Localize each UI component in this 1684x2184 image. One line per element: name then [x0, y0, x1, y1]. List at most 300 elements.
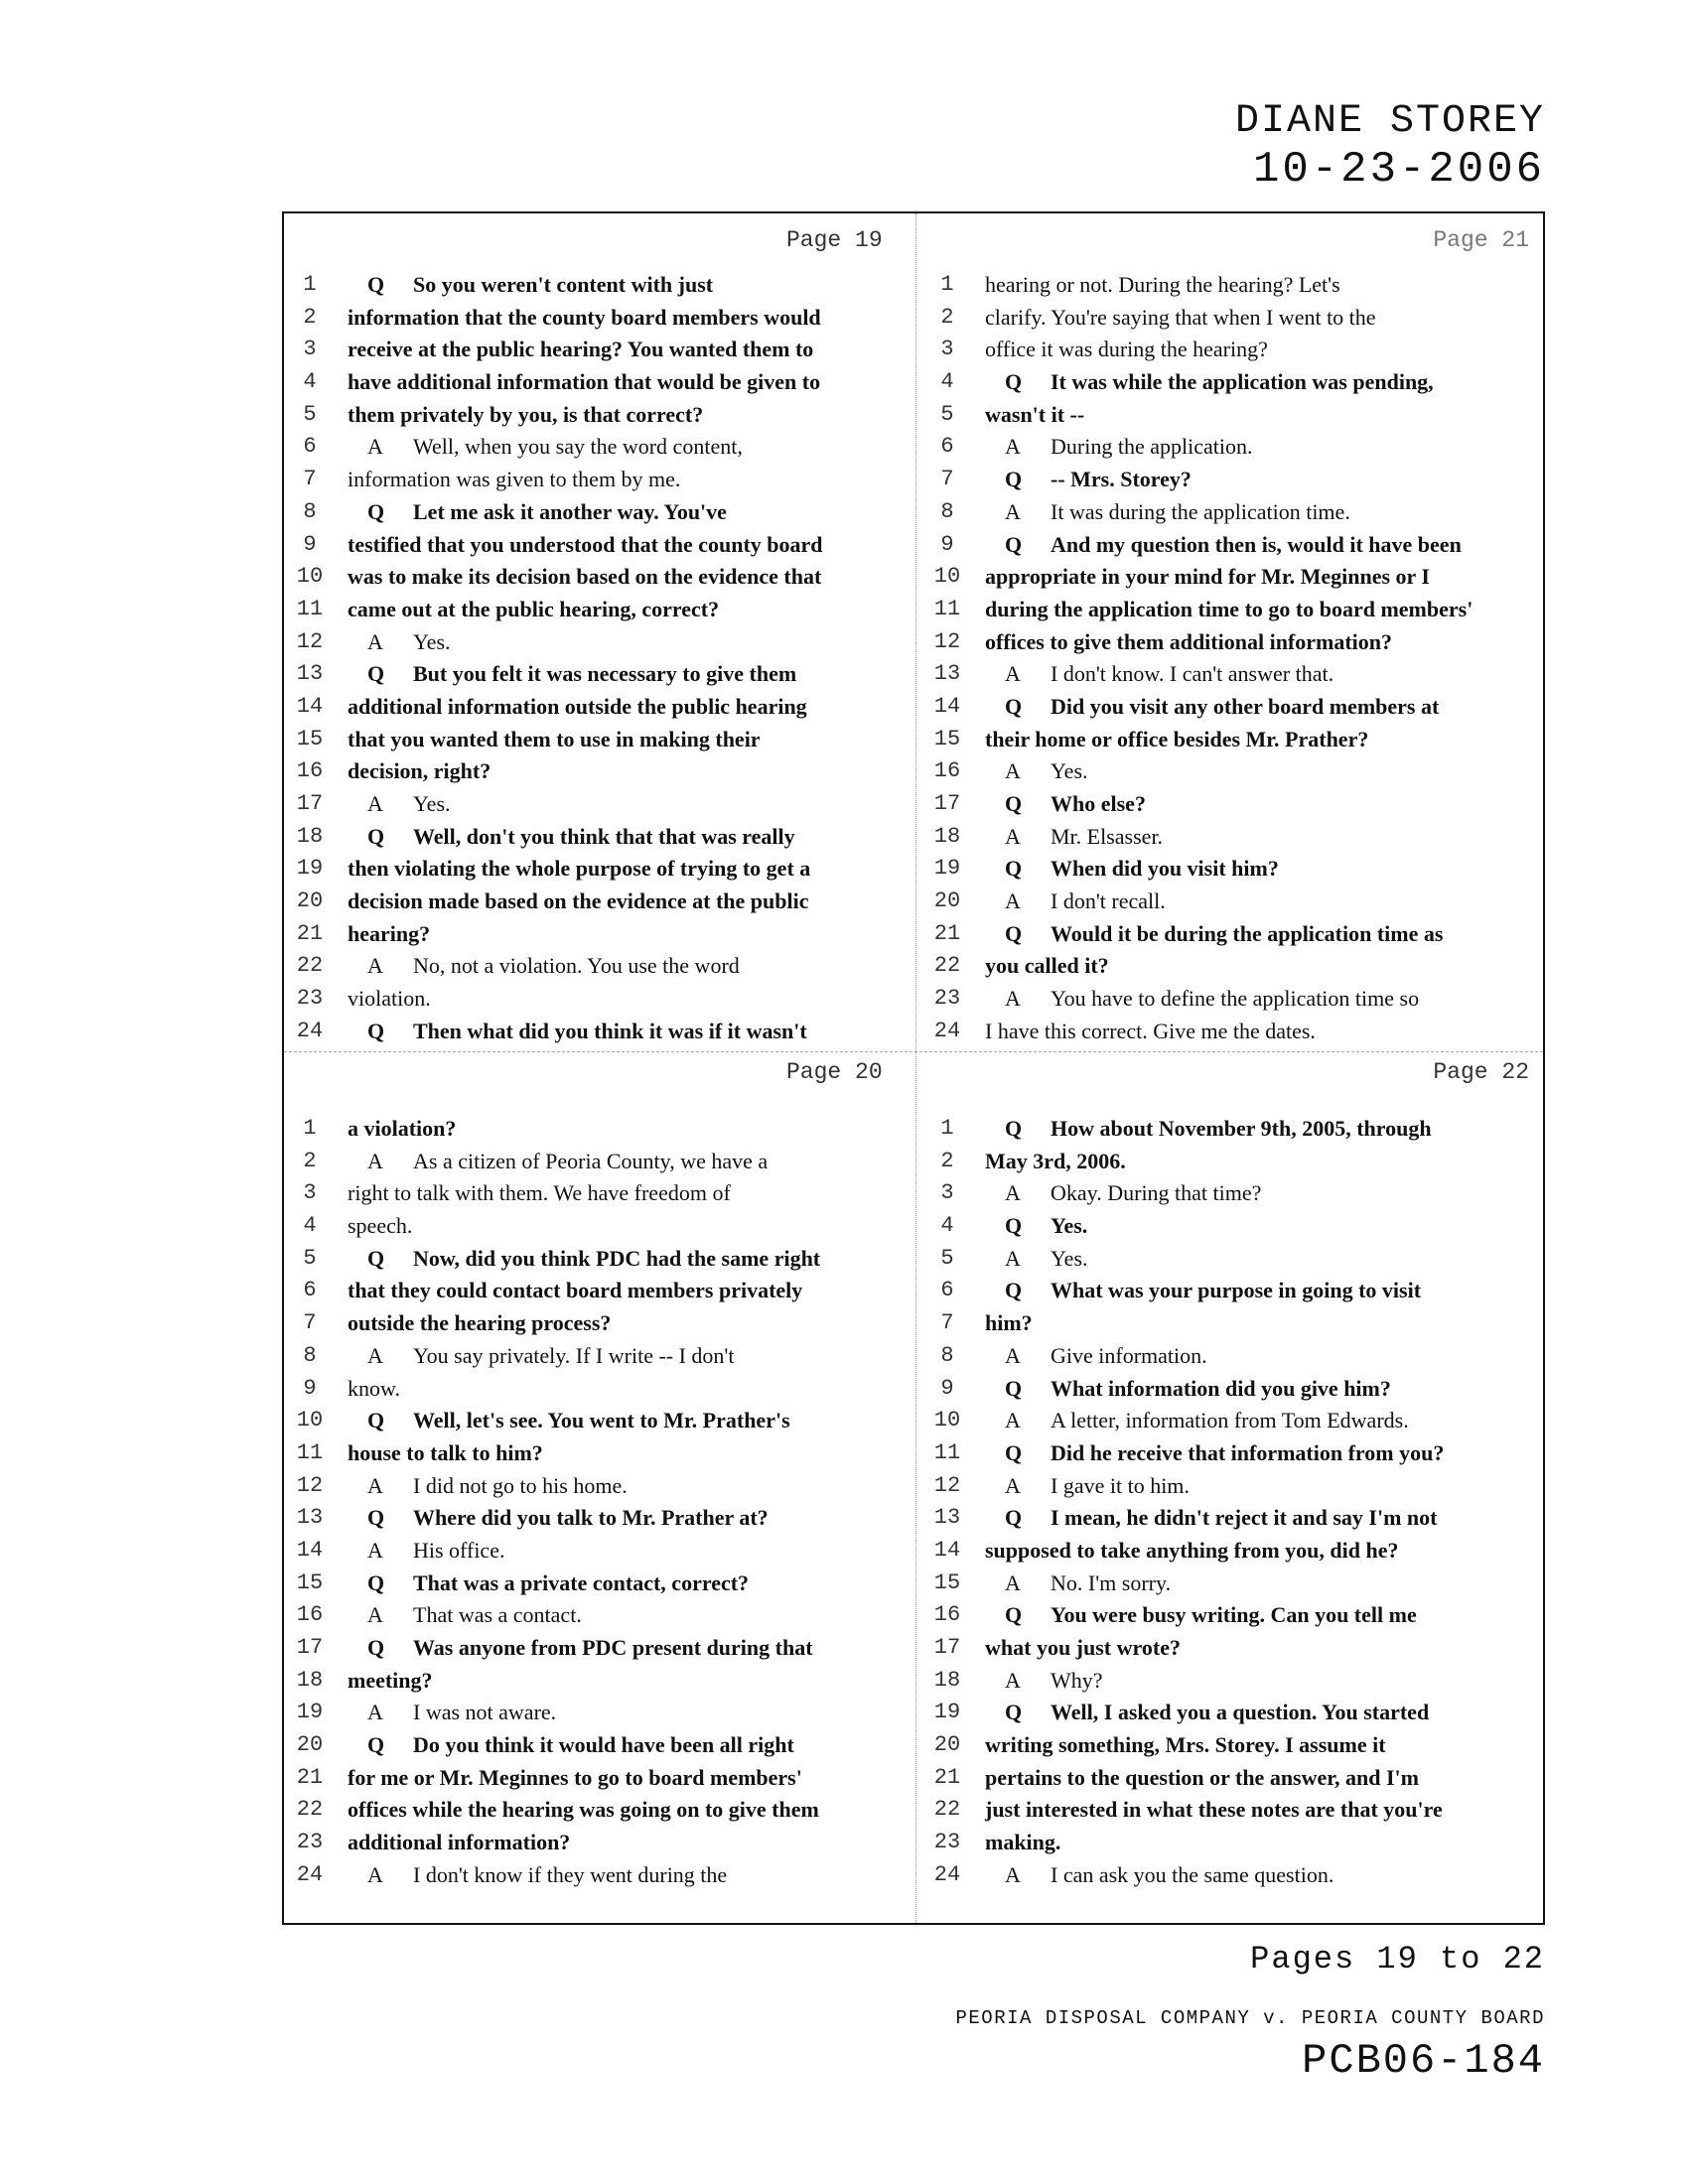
question-marker: Q — [367, 661, 385, 687]
line-content: It was during the application time. — [1051, 498, 1350, 524]
transcript-line — [929, 1340, 1539, 1373]
answer-marker: A — [367, 1148, 383, 1173]
line-content: Now, did you think PDC had the same right — [413, 1245, 821, 1271]
line-text — [348, 821, 795, 854]
transcript-line — [929, 691, 1539, 724]
line-number: 16 — [933, 758, 961, 784]
transcript-line — [929, 302, 1539, 335]
line-text — [348, 1697, 556, 1729]
line-number: 22 — [296, 1797, 324, 1823]
question-marker: Q — [1005, 1278, 1023, 1303]
line-number: 3 — [303, 1180, 317, 1206]
line-text — [348, 594, 719, 626]
line-number: 6 — [940, 434, 954, 460]
line-text — [348, 431, 743, 464]
transcript-line — [292, 1502, 908, 1535]
line-content: Well, let's see. You went to Mr. Prather's — [413, 1408, 790, 1433]
line-text — [348, 529, 823, 562]
transcript-line — [929, 1437, 1539, 1470]
line-content: their home or office besides Mr. Prather? — [985, 726, 1369, 751]
line-content: His office. — [413, 1537, 505, 1563]
line-number: 15 — [296, 1570, 324, 1595]
answer-marker: A — [367, 1342, 383, 1368]
line-content: Let me ask it another way. You've — [413, 498, 727, 524]
line-text — [348, 691, 807, 724]
line-text — [985, 1827, 1060, 1859]
transcript-line — [292, 1568, 908, 1600]
transcript-line — [929, 529, 1539, 562]
line-content: what you just wrote? — [985, 1635, 1181, 1660]
line-content: I gave it to him. — [1051, 1472, 1190, 1498]
line-content: I have this correct. Give me the dates. — [985, 1018, 1316, 1043]
line-content: What information did you give him? — [1051, 1375, 1391, 1401]
transcript-line — [929, 755, 1539, 788]
question-marker: Q — [367, 1408, 385, 1433]
line-content: outside the hearing process? — [348, 1310, 612, 1336]
line-number: 7 — [940, 1310, 954, 1336]
line-text — [348, 1535, 504, 1568]
line-text — [985, 918, 1443, 951]
answer-marker: A — [1005, 888, 1021, 914]
transcript-line — [929, 496, 1539, 529]
line-text — [985, 950, 1109, 983]
transcript-page-20 — [292, 1113, 908, 1892]
line-content: additional information outside the public hearing — [348, 693, 807, 719]
transcript-line — [292, 755, 908, 788]
line-content: Was anyone from PDC present during that — [413, 1635, 813, 1660]
line-text — [985, 399, 1084, 432]
line-text — [348, 853, 810, 886]
line-number: 3 — [940, 337, 954, 362]
line-content: As a citizen of Peoria County, we have a — [413, 1148, 769, 1173]
question-marker: Q — [1005, 791, 1023, 816]
line-number: 2 — [303, 1148, 317, 1173]
transcript-line — [292, 1243, 908, 1276]
transcript-line — [929, 594, 1539, 626]
line-text — [348, 1373, 400, 1406]
line-text — [985, 431, 1252, 464]
line-content: Did he receive that information from you? — [1051, 1439, 1445, 1465]
line-number: 12 — [296, 628, 324, 654]
case-title: PEORIA DISPOSAL COMPANY v. PEORIA COUNTY BOARD — [955, 2007, 1545, 2029]
line-text — [348, 366, 820, 399]
line-text — [985, 1535, 1398, 1568]
transcript-line — [929, 626, 1539, 659]
transcript-line — [929, 918, 1539, 951]
line-number: 9 — [303, 531, 317, 557]
line-content: Yes. — [1051, 1245, 1088, 1271]
line-text — [348, 1632, 813, 1665]
line-number: 10 — [296, 1408, 324, 1433]
line-text — [348, 302, 821, 335]
transcript-line — [929, 399, 1539, 432]
answer-marker: A — [1005, 986, 1021, 1012]
transcript-line — [292, 1762, 908, 1795]
line-text — [348, 1307, 611, 1340]
transcript-line — [929, 1827, 1539, 1859]
line-content: know. — [348, 1375, 400, 1401]
line-content: That was a private contact, correct? — [413, 1570, 750, 1595]
line-text — [348, 626, 451, 659]
line-number: 21 — [296, 920, 324, 946]
line-text — [348, 1243, 820, 1276]
line-number: 6 — [303, 434, 317, 460]
line-number: 1 — [303, 272, 317, 297]
line-text — [985, 561, 1430, 594]
transcript-line — [292, 1405, 908, 1437]
answer-marker: A — [367, 1602, 383, 1628]
transcript-line — [929, 1210, 1539, 1243]
line-text — [985, 1016, 1316, 1048]
line-text — [348, 1210, 412, 1243]
line-text — [985, 269, 1340, 302]
line-number: 22 — [296, 953, 324, 979]
answer-marker: A — [367, 1537, 383, 1563]
question-marker: Q — [1005, 693, 1023, 719]
line-text — [348, 496, 727, 529]
answer-marker: A — [367, 791, 383, 816]
line-number: 1 — [940, 1116, 954, 1141]
transcript-line — [929, 724, 1539, 756]
line-content: It was while the application was pending, — [1051, 369, 1434, 395]
line-number: 7 — [303, 467, 317, 492]
line-number: 20 — [296, 888, 324, 914]
line-text — [348, 1340, 735, 1373]
transcript-line — [292, 853, 908, 886]
transcript-line — [929, 561, 1539, 594]
line-text — [985, 1762, 1419, 1795]
transcript-line — [292, 366, 908, 399]
line-text — [348, 950, 740, 983]
line-number: 3 — [940, 1180, 954, 1206]
line-text — [985, 724, 1368, 756]
line-content: a violation? — [348, 1116, 457, 1141]
line-content: wasn't it -- — [985, 401, 1085, 427]
line-content: them privately by you, is that correct? — [348, 401, 704, 427]
line-content: A letter, information from Tom Edwards. — [1051, 1408, 1409, 1433]
line-number: 6 — [940, 1278, 954, 1303]
line-content: him? — [985, 1310, 1033, 1336]
line-number: 13 — [296, 1505, 324, 1531]
line-content: right to talk with them. We have freedom of — [348, 1180, 731, 1206]
line-number: 1 — [940, 272, 954, 297]
answer-marker: A — [367, 1861, 383, 1887]
line-content: Where did you talk to Mr. Prather at? — [413, 1505, 769, 1531]
transcript-line — [929, 1568, 1539, 1600]
line-number: 14 — [933, 1537, 961, 1563]
line-number: 24 — [296, 1018, 324, 1043]
line-text — [985, 755, 1088, 788]
line-number: 19 — [296, 856, 324, 882]
line-content: I was not aware. — [413, 1700, 557, 1725]
question-marker: Q — [1005, 920, 1023, 946]
line-content: Who else? — [1051, 791, 1146, 816]
line-text — [985, 1243, 1088, 1276]
line-text — [348, 561, 821, 594]
transcript-line — [929, 1470, 1539, 1503]
line-number: 23 — [296, 986, 324, 1012]
line-number: 9 — [940, 1375, 954, 1401]
transcript-line — [929, 269, 1539, 302]
line-content: testified that you understood that the county board — [348, 531, 823, 557]
line-content: offices to give them additional information? — [985, 628, 1393, 654]
transcript-line — [292, 334, 908, 366]
line-number: 8 — [940, 1342, 954, 1368]
transcript-line — [292, 1373, 908, 1406]
line-number: 5 — [940, 401, 954, 427]
question-marker: Q — [1005, 1116, 1023, 1141]
transcript-line — [292, 918, 908, 951]
line-text — [985, 821, 1163, 854]
line-content: You were busy writing. Can you tell me — [1051, 1602, 1417, 1628]
line-number: 24 — [296, 1861, 324, 1887]
line-text — [985, 658, 1333, 691]
transcript-line — [292, 1177, 908, 1210]
line-number: 2 — [303, 304, 317, 330]
line-number: 4 — [940, 1213, 954, 1239]
question-marker: Q — [367, 1245, 385, 1271]
line-content: have additional information that would be given to — [348, 369, 821, 395]
transcript-line — [929, 1113, 1539, 1146]
line-text — [985, 1146, 1126, 1178]
line-number: 2 — [940, 1148, 954, 1173]
line-number: 23 — [296, 1830, 324, 1855]
line-content: writing something, Mrs. Storey. I assume it — [985, 1732, 1386, 1758]
question-marker: Q — [1005, 531, 1023, 557]
line-text — [985, 1697, 1429, 1729]
transcript-line — [292, 1794, 908, 1827]
line-text — [985, 1665, 1103, 1698]
question-marker: Q — [367, 1570, 385, 1595]
transcript-line — [929, 1697, 1539, 1729]
line-content: Okay. During that time? — [1051, 1180, 1262, 1206]
line-content: Yes. — [1051, 758, 1088, 784]
line-text — [985, 788, 1146, 821]
question-marker: Q — [1005, 1375, 1023, 1401]
line-number: 12 — [933, 1472, 961, 1498]
line-content: I don't know if they went during the — [413, 1861, 728, 1887]
line-content: And my question then is, would it have been — [1051, 531, 1462, 557]
line-number: 20 — [933, 1732, 961, 1758]
line-content: pertains to the question or the answer, and I'm — [985, 1764, 1419, 1790]
transcript-line — [292, 529, 908, 562]
page-label-19: Page 19 — [786, 227, 883, 253]
line-text — [985, 464, 1192, 496]
line-text — [348, 1146, 768, 1178]
transcript-line — [292, 1535, 908, 1568]
transcript-line — [929, 1146, 1539, 1178]
transcript-line — [292, 950, 908, 983]
line-number: 9 — [940, 531, 954, 557]
line-number: 21 — [933, 1764, 961, 1790]
question-marker: Q — [367, 1732, 385, 1758]
transcript-line — [929, 1599, 1539, 1632]
line-text — [985, 1113, 1432, 1146]
answer-marker: A — [1005, 1570, 1021, 1595]
question-marker: Q — [367, 1635, 385, 1660]
answer-marker: A — [1005, 434, 1021, 460]
line-text — [985, 1470, 1190, 1503]
line-number: 6 — [303, 1278, 317, 1303]
line-number: 18 — [933, 823, 961, 849]
line-content: You have to define the application time so — [1051, 986, 1420, 1012]
answer-marker: A — [1005, 1861, 1021, 1887]
line-text — [985, 1502, 1438, 1535]
line-content: No. I'm sorry. — [1051, 1570, 1172, 1595]
line-number: 16 — [296, 1602, 324, 1628]
question-marker: Q — [1005, 1439, 1023, 1465]
line-number: 14 — [933, 693, 961, 719]
line-text — [348, 1859, 727, 1892]
line-number: 10 — [296, 564, 324, 590]
transcript-line — [292, 561, 908, 594]
line-number: 7 — [303, 1310, 317, 1336]
transcript-line — [929, 1177, 1539, 1210]
answer-marker: A — [1005, 1245, 1021, 1271]
deponent-name: DIANE STOREY — [1234, 99, 1545, 144]
transcript-page-21 — [929, 269, 1539, 1048]
line-number: 8 — [303, 498, 317, 524]
line-content: speech. — [348, 1213, 413, 1239]
transcript-line — [929, 658, 1539, 691]
transcript-line — [292, 302, 908, 335]
line-text — [348, 1437, 543, 1470]
transcript-line — [292, 1697, 908, 1729]
line-text — [348, 269, 713, 302]
transcript-line — [929, 983, 1539, 1016]
line-content: Give information. — [1051, 1342, 1207, 1368]
line-text — [348, 1794, 819, 1827]
answer-marker: A — [1005, 1667, 1021, 1693]
question-marker: Q — [367, 1018, 385, 1043]
answer-marker: A — [1005, 1472, 1021, 1498]
line-number: 11 — [296, 596, 324, 621]
line-number: 1 — [303, 1116, 317, 1141]
line-number: 20 — [933, 888, 961, 914]
column-divider — [915, 213, 916, 1923]
line-text — [985, 1729, 1386, 1762]
line-number: 18 — [296, 1667, 324, 1693]
question-marker: Q — [1005, 1700, 1023, 1725]
line-text — [348, 658, 796, 691]
line-content: was to make its decision based on the evidence that — [348, 564, 822, 590]
transcript-line — [292, 496, 908, 529]
transcript-line — [292, 1146, 908, 1178]
line-number: 17 — [933, 1635, 961, 1660]
line-number: 5 — [303, 401, 317, 427]
line-text — [985, 1177, 1261, 1210]
transcript-line — [292, 626, 908, 659]
line-content: that you wanted them to use in making their — [348, 726, 761, 751]
question-marker: Q — [1005, 467, 1023, 492]
transcript-line — [292, 1632, 908, 1665]
transcript-line — [292, 1340, 908, 1373]
page-label-22: Page 22 — [1433, 1059, 1529, 1085]
transcript-line — [929, 1373, 1539, 1406]
line-number: 13 — [296, 661, 324, 687]
line-content: I don't recall. — [1051, 888, 1166, 914]
transcript-line — [292, 431, 908, 464]
line-number: 11 — [933, 596, 961, 621]
answer-marker: A — [367, 1472, 383, 1498]
transcript-line — [292, 788, 908, 821]
transcript-line — [292, 691, 908, 724]
line-content: When did you visit him? — [1051, 856, 1279, 882]
line-number: 4 — [303, 369, 317, 395]
line-text — [348, 1113, 456, 1146]
transcript-page-19 — [292, 269, 908, 1048]
line-content: Why? — [1051, 1667, 1103, 1693]
transcript-line — [929, 886, 1539, 918]
transcript-line — [929, 1016, 1539, 1048]
line-content: Do you think it would have been all right — [413, 1732, 794, 1758]
transcript-line — [929, 1762, 1539, 1795]
question-marker: Q — [1005, 1602, 1023, 1628]
line-text — [985, 1437, 1444, 1470]
transcript-line — [929, 334, 1539, 366]
transcript-line — [292, 821, 908, 854]
line-text — [985, 1307, 1033, 1340]
line-text — [348, 918, 430, 951]
transcript-line — [929, 1859, 1539, 1892]
transcript-line — [292, 1827, 908, 1859]
question-marker: Q — [1005, 856, 1023, 882]
transcript-line — [929, 1405, 1539, 1437]
question-marker: Q — [367, 1505, 385, 1531]
transcript-line — [929, 788, 1539, 821]
line-text — [985, 302, 1376, 335]
transcript-line — [929, 366, 1539, 399]
line-number: 2 — [940, 304, 954, 330]
line-number: 17 — [296, 791, 324, 816]
line-number: 21 — [933, 920, 961, 946]
transcript-line — [292, 1859, 908, 1892]
line-content: meeting? — [348, 1667, 433, 1693]
line-content: Well, when you say the word content, — [413, 434, 743, 460]
answer-marker: A — [1005, 498, 1021, 524]
line-content: During the application. — [1051, 434, 1253, 460]
line-content: office it was during the hearing? — [985, 337, 1268, 362]
line-text — [985, 1210, 1087, 1243]
line-text — [985, 1275, 1421, 1307]
line-text — [348, 1599, 582, 1632]
line-text — [985, 1632, 1181, 1665]
line-number: 4 — [940, 369, 954, 395]
line-number: 12 — [933, 628, 961, 654]
answer-marker: A — [1005, 1180, 1021, 1206]
line-content: just interested in what these notes are that you're — [985, 1797, 1443, 1823]
line-text — [985, 1340, 1207, 1373]
question-marker: Q — [367, 272, 385, 297]
line-number: 3 — [303, 337, 317, 362]
line-text — [985, 366, 1434, 399]
question-marker: Q — [367, 823, 385, 849]
line-number: 10 — [933, 1408, 961, 1433]
line-text — [348, 1177, 731, 1210]
line-text — [348, 788, 451, 821]
line-number: 8 — [940, 498, 954, 524]
line-number: 23 — [933, 986, 961, 1012]
line-number: 21 — [296, 1764, 324, 1790]
line-text — [985, 1859, 1333, 1892]
line-text — [348, 334, 813, 366]
question-marker: Q — [367, 498, 385, 524]
line-number: 12 — [296, 1472, 324, 1498]
transcript-line — [292, 1016, 908, 1048]
transcript-line — [292, 1729, 908, 1762]
transcript-line — [292, 464, 908, 496]
line-content: violation. — [348, 986, 431, 1012]
